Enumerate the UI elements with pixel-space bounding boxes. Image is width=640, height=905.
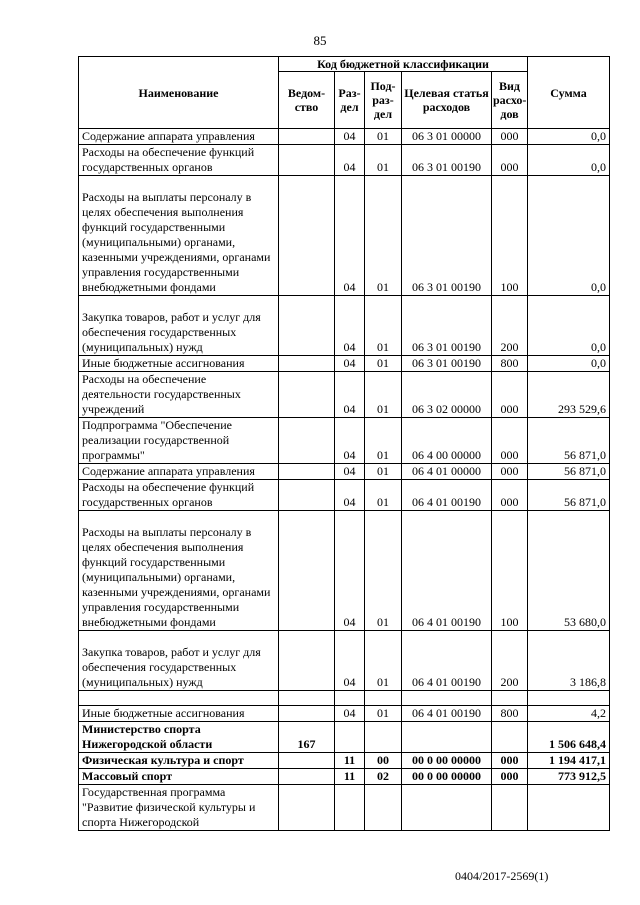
- header-vedomstvo: Ведом-ство: [279, 72, 335, 129]
- cell-name: Расходы на обеспечение деятельности государственных учреждений: [79, 372, 279, 418]
- cell-name: Физическая культура и спорт: [79, 753, 279, 769]
- cell-sum: 1 194 417,1: [528, 753, 610, 769]
- cell-name: Расходы на выплаты персоналу в целях обеспечения выполнения функций государственными (муниципальными) органами, казенными учреждениями, органами управления государственными внебюджетными фондами: [79, 176, 279, 296]
- cell-sum: 0,0: [528, 145, 610, 176]
- cell-vr: 000: [492, 418, 528, 464]
- cell-vr: 000: [492, 145, 528, 176]
- table-row: [79, 706, 610, 722]
- table-row: [79, 631, 610, 691]
- cell-cs: 06 4 01 00190: [402, 511, 492, 631]
- cell-cs: 06 3 01 00000: [402, 129, 492, 145]
- cell-rz: 04: [335, 706, 365, 722]
- cell-pr: 01: [365, 129, 402, 145]
- header-tselevaya: Целевая статья расходов: [402, 72, 492, 129]
- cell-vr: 100: [492, 176, 528, 296]
- budget-table: [78, 56, 610, 831]
- cell-pr: 01: [365, 480, 402, 511]
- header-podrazdel: Под-раз-дел: [365, 72, 402, 129]
- cell-sum: 1 506 648,4: [528, 722, 610, 753]
- cell-rz: 04: [335, 356, 365, 372]
- cell-sum: 56 871,0: [528, 480, 610, 511]
- cell-pr: 01: [365, 356, 402, 372]
- cell-sum: 4,2: [528, 706, 610, 722]
- header-vid: Вид расхо-дов: [492, 72, 528, 129]
- cell-rz: 04: [335, 296, 365, 356]
- cell-vr: 000: [492, 464, 528, 480]
- cell-cs: 06 4 01 00190: [402, 706, 492, 722]
- cell-ved: [279, 480, 335, 511]
- cell-rz: 04: [335, 464, 365, 480]
- spacer-row: [79, 691, 610, 706]
- cell-cs: 06 4 01 00190: [402, 480, 492, 511]
- cell-rz: [335, 785, 365, 831]
- cell-name: Закупка товаров, работ и услуг для обеспечения государственных (муниципальных) нужд: [79, 296, 279, 356]
- cell-ved: [279, 176, 335, 296]
- cell-vr: 000: [492, 129, 528, 145]
- cell-ved: [279, 785, 335, 831]
- cell-cs: 06 4 01 00000: [402, 464, 492, 480]
- table-row: [79, 769, 610, 785]
- cell-ved: [279, 145, 335, 176]
- table-row: [79, 356, 610, 372]
- cell-ved: [279, 418, 335, 464]
- cell-rz: 04: [335, 480, 365, 511]
- page-number: 85: [313, 33, 327, 48]
- cell-cs: 06 4 00 00000: [402, 418, 492, 464]
- cell-sum: 0,0: [528, 296, 610, 356]
- cell-sum: 3 186,8: [528, 631, 610, 691]
- cell-pr: 01: [365, 372, 402, 418]
- cell-name: Закупка товаров, работ и услуг для обеспечения государственных (муниципальных) нужд: [79, 631, 279, 691]
- table-row: [79, 296, 610, 356]
- cell-ved: [279, 511, 335, 631]
- cell-rz: 04: [335, 176, 365, 296]
- cell-sum: 0,0: [528, 176, 610, 296]
- cell-vr: 000: [492, 753, 528, 769]
- table-row: [79, 176, 610, 296]
- cell-cs: 06 3 01 00190: [402, 356, 492, 372]
- cell-ved: 167: [279, 722, 335, 753]
- cell-vr: 200: [492, 631, 528, 691]
- cell-name: Содержание аппарата управления: [79, 464, 279, 480]
- cell-ved: [279, 129, 335, 145]
- cell-name: Министерство спорта Нижегородской области: [79, 722, 279, 753]
- table-row: [79, 145, 610, 176]
- cell-cs: 06 3 01 00190: [402, 145, 492, 176]
- cell-pr: [365, 722, 402, 753]
- header-razdel: Раз-дел: [335, 72, 365, 129]
- cell-ved: [279, 464, 335, 480]
- header-summa: Сумма: [528, 57, 610, 129]
- cell-cs: 06 3 01 00190: [402, 296, 492, 356]
- cell-pr: 01: [365, 145, 402, 176]
- header-name: Наименование: [79, 57, 279, 129]
- cell-pr: 01: [365, 176, 402, 296]
- table-body: [79, 129, 610, 831]
- header-group: Код бюджетной классификации: [279, 57, 528, 72]
- cell-ved: [279, 631, 335, 691]
- cell-rz: 04: [335, 145, 365, 176]
- cell-name: Расходы на обеспечение функций государственных органов: [79, 480, 279, 511]
- cell-vr: [492, 785, 528, 831]
- table-row: [79, 418, 610, 464]
- cell-pr: 01: [365, 296, 402, 356]
- cell-sum: 293 529,6: [528, 372, 610, 418]
- cell-cs: 00 0 00 00000: [402, 769, 492, 785]
- cell-rz: 04: [335, 372, 365, 418]
- cell-vr: 800: [492, 356, 528, 372]
- cell-sum: 773 912,5: [528, 769, 610, 785]
- cell-vr: 200: [492, 296, 528, 356]
- cell-cs: 06 3 01 00190: [402, 176, 492, 296]
- cell-sum: 56 871,0: [528, 464, 610, 480]
- table-row: [79, 785, 610, 831]
- cell-ved: [279, 296, 335, 356]
- cell-vr: 800: [492, 706, 528, 722]
- cell-vr: 000: [492, 480, 528, 511]
- cell-sum: 0,0: [528, 356, 610, 372]
- cell-vr: 000: [492, 769, 528, 785]
- table-row: [79, 129, 610, 145]
- cell-ved: [279, 753, 335, 769]
- cell-name: Содержание аппарата управления: [79, 129, 279, 145]
- cell-rz: 04: [335, 631, 365, 691]
- cell-name: Государственная программа "Развитие физической культуры и спорта Нижегородской: [79, 785, 279, 831]
- cell-cs: 00 0 00 00000: [402, 753, 492, 769]
- cell-vr: 100: [492, 511, 528, 631]
- table-row: [79, 511, 610, 631]
- table-row: [79, 722, 610, 753]
- cell-sum: [528, 785, 610, 831]
- cell-name: Подпрограмма "Обеспечение реализации государственной программы": [79, 418, 279, 464]
- cell-rz: 11: [335, 769, 365, 785]
- cell-name: Иные бюджетные ассигнования: [79, 356, 279, 372]
- cell-pr: 02: [365, 769, 402, 785]
- cell-cs: [402, 785, 492, 831]
- table-row: [79, 372, 610, 418]
- cell-pr: 01: [365, 464, 402, 480]
- cell-sum: 53 680,0: [528, 511, 610, 631]
- cell-rz: 11: [335, 753, 365, 769]
- cell-name: Массовый спорт: [79, 769, 279, 785]
- cell-cs: 06 4 01 00190: [402, 631, 492, 691]
- cell-ved: [279, 372, 335, 418]
- table-row: [79, 753, 610, 769]
- cell-pr: 01: [365, 631, 402, 691]
- table-row: [79, 464, 610, 480]
- cell-vr: 000: [492, 372, 528, 418]
- document-code: 0404/2017-2569(1): [455, 869, 549, 883]
- cell-ved: [279, 769, 335, 785]
- cell-vr: [492, 722, 528, 753]
- cell-ved: [279, 356, 335, 372]
- cell-pr: 00: [365, 753, 402, 769]
- cell-sum: 56 871,0: [528, 418, 610, 464]
- cell-cs: 06 3 02 00000: [402, 372, 492, 418]
- cell-rz: 04: [335, 511, 365, 631]
- table-row: [79, 480, 610, 511]
- cell-cs: [402, 722, 492, 753]
- cell-pr: 01: [365, 511, 402, 631]
- cell-rz: [335, 722, 365, 753]
- cell-name: Расходы на обеспечение функций государственных органов: [79, 145, 279, 176]
- cell-pr: 01: [365, 706, 402, 722]
- cell-name: Расходы на выплаты персоналу в целях обеспечения выполнения функций государственными (муниципальными) органами, казенными учреждениями, органами управления государственными внебюджетными фондами: [79, 511, 279, 631]
- cell-rz: 04: [335, 129, 365, 145]
- cell-rz: 04: [335, 418, 365, 464]
- cell-ved: [279, 706, 335, 722]
- cell-pr: [365, 785, 402, 831]
- cell-pr: 01: [365, 418, 402, 464]
- cell-name: Иные бюджетные ассигнования: [79, 706, 279, 722]
- cell-sum: 0,0: [528, 129, 610, 145]
